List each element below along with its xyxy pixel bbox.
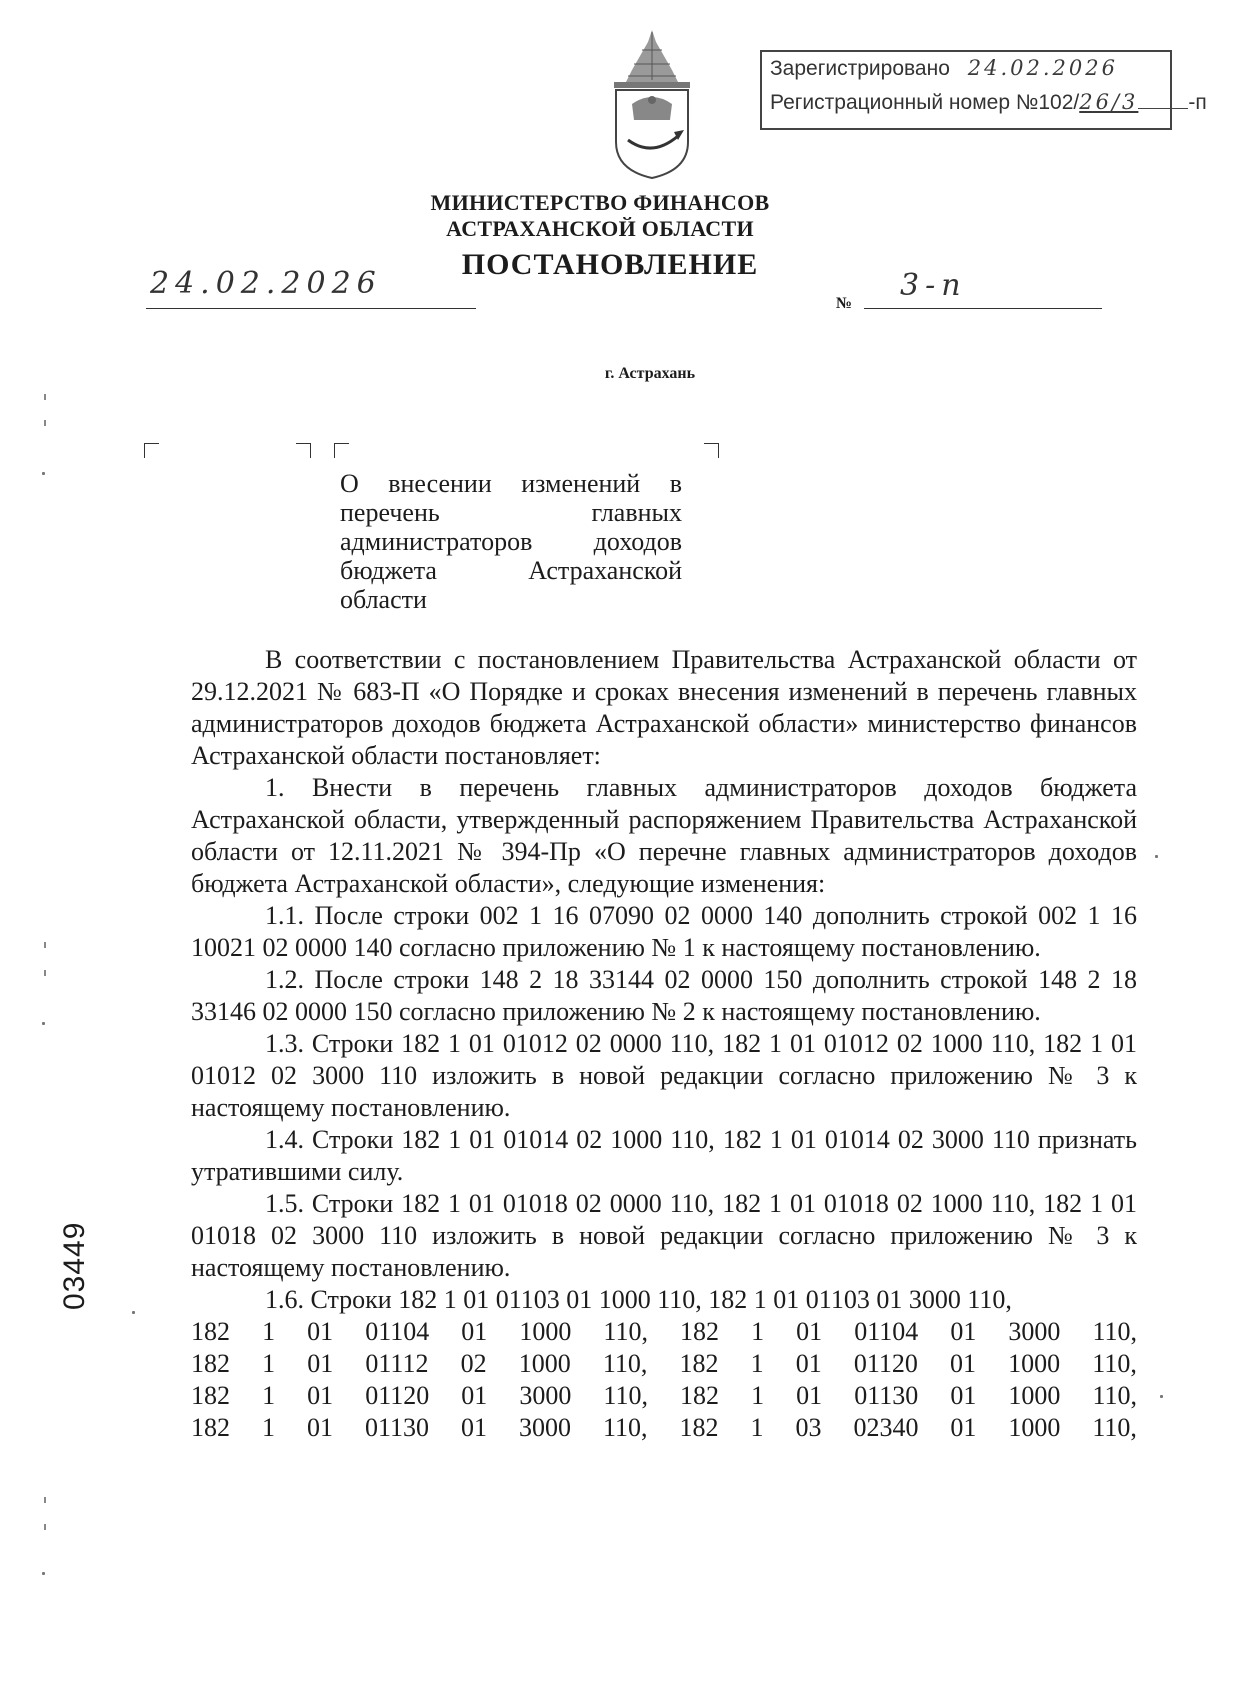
- scan-mark: [42, 1022, 45, 1025]
- corner-bracket: [144, 443, 159, 458]
- code-line: 182 1 01 01104 01 1000 110, 182 1 01 01104 01 3000 110,: [191, 1317, 1137, 1346]
- scan-mark: [42, 472, 45, 475]
- reg-number-suffix: -п: [1188, 91, 1207, 114]
- scan-mark: [42, 1572, 45, 1575]
- decree-subject: [340, 469, 682, 614]
- preamble-paragraph: В соответствии с постановлением Правительства Астраханской области от 29.12.2021 № 683-П «О Порядке и сроках внесения изменений в перечень главных администраторов доходов бюджета Астраханской области» министерство финансов Астраханской области постановляет:: [191, 645, 1137, 770]
- item-1-6-code-lines: [191, 1316, 1137, 1444]
- registered-date: 24.02.2026: [967, 56, 1118, 80]
- decree-body: [191, 644, 1137, 1444]
- corner-bracket: [704, 443, 719, 458]
- code-line: 182 1 01 01130 01 3000 110, 182 1 03 02340 01 1000 110,: [191, 1413, 1137, 1442]
- reg-number-label: Регистрационный номер №102/: [770, 91, 1080, 114]
- corner-bracket: [334, 443, 349, 458]
- code-line: 182 1 01 01112 02 1000 110, 182 1 01 01120 01 1000 110,: [191, 1349, 1137, 1378]
- scan-mark: [44, 1497, 46, 1503]
- code-line: 182 1 01 01120 01 3000 110, 182 1 01 01130 01 1000 110,: [191, 1381, 1137, 1410]
- item-1-3: 1.3. Строки 182 1 01 01012 02 0000 110, 182 1 01 01012 02 1000 110, 182 1 01 01012 02 3000 110 изложить в новой редакции согласно приложению № 3 к настоящему постановлению.: [191, 1029, 1137, 1122]
- item-1-4: 1.4. Строки 182 1 01 01014 02 1000 110, 182 1 01 01014 02 3000 110 признать утратившими силу.: [191, 1125, 1137, 1186]
- number-underline: [864, 308, 1102, 309]
- scan-mark: [1160, 1395, 1163, 1398]
- scan-mark: [44, 970, 46, 976]
- scan-mark: [44, 942, 46, 948]
- item-1-5: 1.5. Строки 182 1 01 01018 02 0000 110, 182 1 01 01018 02 1000 110, 182 1 01 01018 02 3000 110 изложить в новой редакции согласно приложению № 3 к настоящему постановлению.: [191, 1189, 1137, 1282]
- item-1: 1. Внести в перечень главных администраторов доходов бюджета Астраханской области, утвержденный распоряжением Правительства Астраханской области от 12.11.2021 № 394-Пр «О перечне главных администраторов доходов бюджета Астраханской области», следующие изменения:: [191, 773, 1137, 898]
- date-underline: [146, 308, 476, 309]
- item-1-6-first-line: 1.6. Строки 182 1 01 01103 01 1000 110, 182 1 01 01103 01 3000 110,: [265, 1285, 1012, 1314]
- scan-mark: [132, 1311, 135, 1314]
- city-line: г. Астрахань: [604, 365, 696, 382]
- subject-line: перечень главных: [340, 498, 682, 527]
- item-1-2: 1.2. После строки 148 2 18 33144 02 0000 150 дополнить строкой 148 2 18 33146 02 0000 150 согласно приложению № 2 к настоящему постановлению.: [191, 965, 1137, 1026]
- ministry-name-line2: АСТРАХАНСКОЙ ОБЛАСТИ: [446, 216, 754, 241]
- number-sign: №: [836, 295, 853, 312]
- subject-line: области: [340, 585, 427, 614]
- subject-line: О внесении изменений в: [340, 469, 682, 498]
- decree-date: 24.02.2026: [150, 266, 382, 301]
- item-1-1: 1.1. После строки 002 1 16 07090 02 0000 140 дополнить строкой 002 1 16 10021 02 0000 140 согласно приложению № 1 к настоящему постановлению.: [191, 901, 1137, 962]
- ministry-name-line1: МИНИСТЕРСТВО ФИНАНСОВ: [430, 190, 770, 215]
- subject-line: администраторов доходов: [340, 527, 682, 556]
- decree-number: 3-п: [900, 268, 967, 303]
- margin-serial-number: 03449: [58, 1221, 91, 1310]
- corner-bracket: [296, 443, 311, 458]
- registration-stamp: [760, 50, 1207, 130]
- coat-of-arms-icon: [604, 30, 700, 180]
- scan-mark: [1155, 855, 1158, 858]
- scan-mark: [44, 420, 46, 426]
- reg-number-hand: 26/3: [1079, 90, 1139, 114]
- scan-mark: [44, 1524, 46, 1530]
- scan-mark: [44, 394, 46, 400]
- registered-label: Зарегистрировано: [770, 57, 950, 80]
- subject-line: бюджета Астраханской: [340, 556, 682, 585]
- document-type: ПОСТАНОВЛЕНИЕ: [461, 248, 759, 281]
